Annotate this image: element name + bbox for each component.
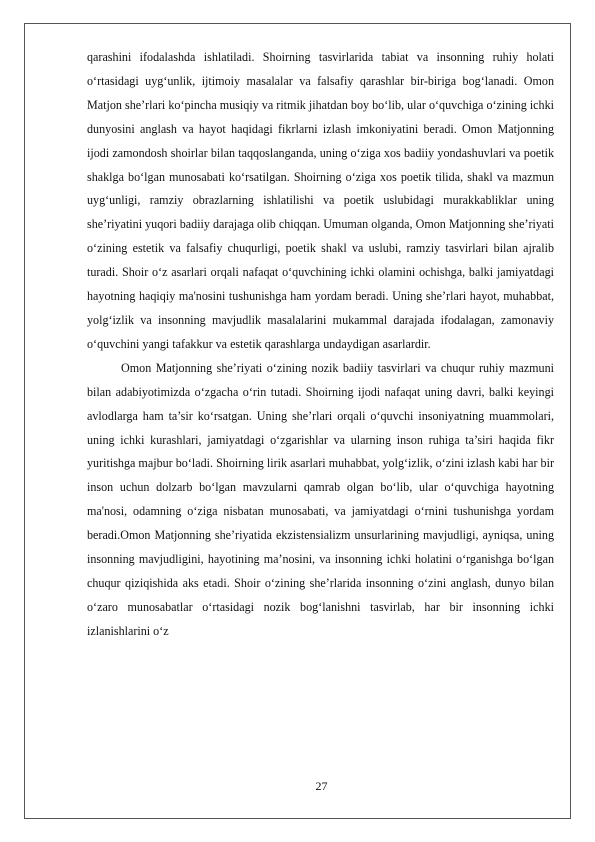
page-number: 27 <box>315 779 328 793</box>
paragraph: Omon Matjonning she’riyati o‘zining nozik badiiy tasvirlari va chuqur ruhiy mazmuni bilan adabiyotimizda o‘zgacha o‘rin tutadi. Shoirning ijodi nafaqat uning davri, balki keyingi avlodlarga ham ta’sir ko‘rsatgan. Uning she’rlari orqali o‘quvchi insoniyatning muammolari, uning ichki kurashlari, jamiyatdagi o‘zgarishlar va ularning inson ruhiga ta’siri haqida fikr yuritishga majbur bo‘ladi. Shoirning lirik asarlari muhabbat, yolg‘izlik, o‘zini izlash kabi har bir inson uchun dolzarb bo‘lgan mavzularni qamrab olgan bo‘lib, ular o‘quvchiga hayotning ma'nosi, odamning o‘ziga nisbatan munosabati, va jamiyatdagi o‘rnini tushunishga yordam beradi.Omon Matjonning she’riyatida ekzistensializm unsurlarining mavjudligi, ayniqsa, uning insonning mavjudligini, hayotining ma’nosini, va insonning ichki holatini o‘rganishga bo‘lgan chuqur qiziqishida aks etadi. Shoir o‘zining she’rlarida insonning o‘zini anglash, dunyo bilan o‘zaro munosabatlar o‘rtasidagi nozik bog‘lanishni tasvirlab, har bir insonning ichki izlanishlarini o‘z <box>87 360 554 638</box>
paragraph: qarashini ifodalashda ishlatiladi. Shoirning tasvirlarida tabiat va insonning ruhiy holati o‘rtasidagi uyg‘unlik, ijtimoiy masalalar va falsafiy qarashlar bir-biriga bog‘lanadi. Omon Matjon she’rlari ko‘pincha musiqiy va ritmik jihatdan boy bo‘lib, ular o‘quvchiga o‘zining ichki dunyosini anglash va hayot haqidagi fikrlarni izlash imkoniyatini beradi. Omon Matjonning ijodi zamondosh shoirlar bilan taqqoslanganda, uning o‘ziga xos badiiy yondashuvlari va poetik shaklga bo‘lgan munosabati ko‘rsatilgan. Shoirning o‘ziga xos poetik tilida, shakl va mazmun uyg‘unligi, ramziy obrazlarning ishlatilishi va poetik uslubidagi murakkabliklar uning she’riyatini yuqori badiiy darajaga olib chiqqan. Umuman olganda, Omon Matjonning she’riyati o‘zining estetik va falsafiy chuqurligi, poetik shakl va uslubi, ramziy tasvirlari bilan ajralib turadi. Shoir o‘z asarlari orqali nafaqat o‘quvchining ichki olamini ochishga, balki jamiyatdagi hayotning haqiqiy ma'nosini tushunishga ham yordam beradi. Uning she’rlari hayot, muhabbat, yolg‘izlik va insonning mavjudlik masalalarini mukammal darajada ifodalagan, zamonaviy o‘quvchini yangi tafakkur va estetik qarashlarga undaydigan asarlardir. <box>87 50 554 351</box>
page-body <box>87 46 554 644</box>
